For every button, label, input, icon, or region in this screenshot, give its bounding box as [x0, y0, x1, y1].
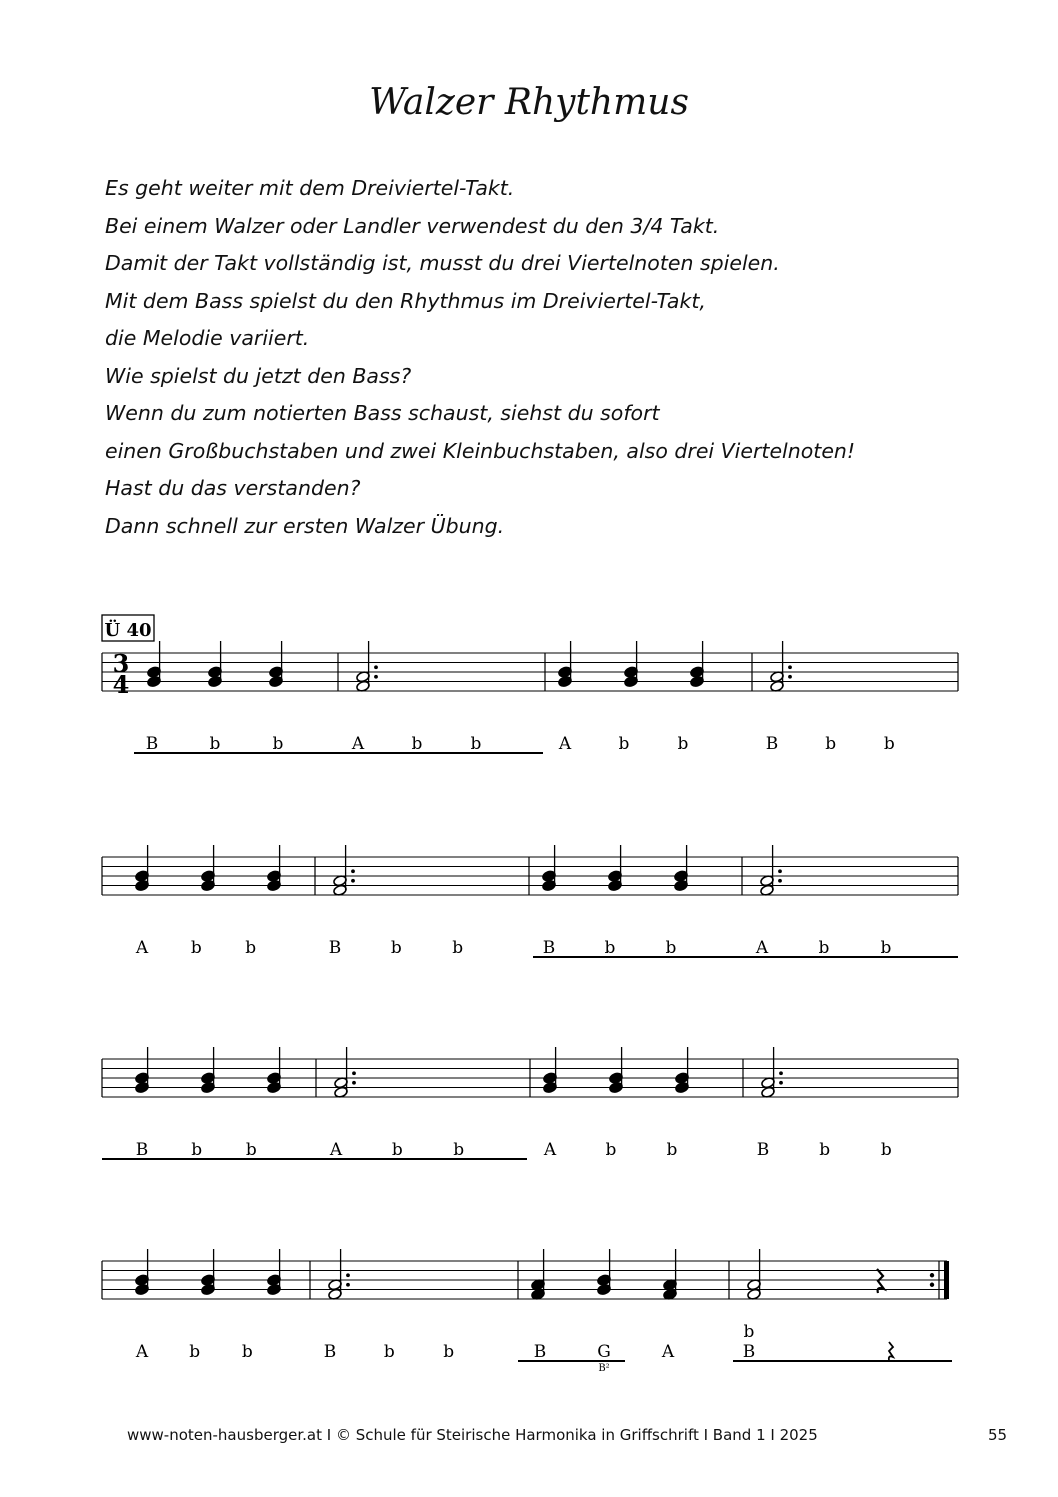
intro-line: Dann schnell zur ersten Walzer Übung.: [105, 513, 505, 538]
bass-letter: A: [135, 938, 149, 958]
measure: [135, 845, 282, 958]
staff-system: [102, 845, 958, 958]
page-title: Walzer Rhythmus: [369, 82, 689, 123]
bass-letter-top: b: [743, 1322, 755, 1342]
bass-letter: B: [542, 938, 556, 958]
bass-letter: B: [756, 1140, 770, 1160]
bass-letters: [543, 938, 677, 958]
bass-letter: b: [191, 1140, 203, 1160]
bass-letter: B: [742, 1342, 756, 1362]
bass-letter: b: [677, 734, 689, 754]
bass-letter: b: [390, 938, 402, 958]
exercise-label-box: [102, 615, 154, 641]
staff-system: [102, 641, 958, 754]
bass-letter: B: [323, 1342, 337, 1362]
bass-letters: [558, 734, 689, 754]
bass-letter-sub: B²: [598, 1363, 610, 1374]
augmentation-dot: [351, 879, 355, 883]
bass-letter: b: [604, 938, 616, 958]
time-signature-bottom: 4: [112, 670, 130, 699]
measure: [329, 1047, 464, 1160]
bass-letter: b: [190, 938, 202, 958]
augmentation-dot: [788, 665, 792, 669]
bass-letter: b: [618, 734, 630, 754]
bass-letter: b: [391, 1140, 403, 1160]
bass-rest-glyph: [889, 1342, 893, 1360]
augmentation-dot: [352, 1081, 356, 1085]
measure: [135, 1047, 282, 1160]
footer-text: www-noten-hausberger.at I © Schule für Steirische Harmonika in Griffschrift I Band 1 I 2025: [127, 1426, 818, 1444]
bass-letter: b: [452, 938, 464, 958]
bass-letter: b: [411, 734, 423, 754]
augmentation-dot: [352, 1071, 356, 1075]
bass-letter: b: [272, 734, 284, 754]
bass-letter: b: [189, 1342, 201, 1362]
bass-letters: [755, 938, 892, 958]
bass-letters: [329, 938, 463, 958]
bass-letter: B: [145, 734, 159, 754]
bass-letters: [351, 734, 482, 754]
bass-letter: A: [543, 1140, 557, 1160]
augmentation-dot: [779, 1081, 783, 1085]
bass-letters: [766, 734, 895, 754]
bass-letters: [324, 1342, 454, 1362]
measure: [743, 1249, 893, 1362]
augmentation-dot: [778, 879, 782, 883]
measure: [135, 1249, 282, 1362]
bass-letter: A: [135, 1342, 149, 1362]
augmentation-dot: [779, 1071, 783, 1075]
bass-letter: b: [819, 1140, 831, 1160]
intro-line: Damit der Takt vollständig ist, musst du drei Viertelnoten spielen.: [105, 251, 780, 275]
bass-letter: b: [605, 1140, 617, 1160]
bass-letter: b: [665, 938, 677, 958]
time-signature-top: 3: [112, 649, 130, 678]
measure: [543, 1047, 690, 1160]
bass-letter: b: [470, 734, 482, 754]
bass-letters: [757, 1140, 892, 1160]
augmentation-dot: [788, 675, 792, 679]
measure: [351, 641, 482, 754]
bass-letters: [136, 1140, 257, 1160]
measure: [757, 1047, 892, 1160]
bass-letter: B: [135, 1140, 149, 1160]
bass-letter: b: [818, 938, 830, 958]
page-number: 55: [988, 1426, 1008, 1444]
bass-letters: [743, 1322, 893, 1362]
bass-letter: B: [328, 938, 342, 958]
staff-system: [102, 1047, 958, 1160]
exercise-label: Ü 40: [104, 620, 152, 641]
final-barline: [944, 1261, 949, 1299]
intro-line: Es geht weiter mit dem Dreiviertel-Takt.: [105, 176, 515, 200]
bass-letter: b: [383, 1342, 395, 1362]
bass-letter: b: [241, 1342, 253, 1362]
staff-system: [102, 1249, 952, 1374]
bass-letter: G: [597, 1342, 611, 1362]
measure: [531, 1249, 678, 1374]
measure: [329, 845, 463, 958]
bass-letter: A: [755, 938, 769, 958]
intro-line: Wenn du zum notierten Bass schaust, siehst du sofort: [105, 401, 660, 425]
bass-letter: A: [351, 734, 365, 754]
repeat-dot: [930, 1273, 934, 1277]
bass-letter: b: [245, 938, 257, 958]
bass-letters: [543, 1140, 678, 1160]
intro-line: die Melodie variiert.: [105, 326, 310, 350]
intro-line: Hast du das verstanden?: [105, 476, 361, 500]
augmentation-dot: [351, 869, 355, 873]
bass-letter: b: [880, 938, 892, 958]
augmentation-dot: [346, 1283, 350, 1287]
measure: [542, 845, 689, 958]
bass-letter: b: [453, 1140, 465, 1160]
intro-line: Bei einem Walzer oder Landler verwendest du den 3/4 Takt.: [105, 213, 720, 238]
measure: [324, 1249, 454, 1362]
bass-letter: b: [209, 734, 221, 754]
repeat-dot: [930, 1283, 934, 1287]
bass-letter: B: [533, 1342, 547, 1362]
bass-letter: A: [558, 734, 572, 754]
bass-letter: A: [329, 1140, 343, 1160]
bass-letters: [135, 1342, 253, 1362]
bass-letters: [135, 938, 256, 958]
bass-letter: b: [883, 734, 895, 754]
bass-letter: b: [825, 734, 837, 754]
bass-letter: B: [765, 734, 779, 754]
bass-letter: b: [443, 1342, 455, 1362]
bass-letter: b: [245, 1140, 257, 1160]
bass-letters: [534, 1342, 675, 1374]
measure: [766, 641, 895, 754]
augmentation-dot: [778, 869, 782, 873]
bass-letter: b: [666, 1140, 678, 1160]
bass-letters: [146, 734, 284, 754]
augmentation-dot: [374, 675, 378, 679]
measure: [755, 845, 892, 958]
augmentation-dot: [374, 665, 378, 669]
intro-line: Mit dem Bass spielst du den Rhythmus im Dreiviertel-Takt,: [105, 288, 706, 313]
bass-letter: A: [661, 1342, 675, 1362]
augmentation-dot: [346, 1273, 350, 1277]
measure: [146, 641, 284, 754]
intro-line: Wie spielst du jetzt den Bass?: [105, 363, 412, 388]
bass-letters: [329, 1140, 464, 1160]
intro-line: einen Großbuchstaben und zwei Kleinbuchstaben, also drei Viertelnoten!: [105, 438, 856, 463]
measure: [558, 641, 705, 754]
bass-letter: b: [880, 1140, 892, 1160]
